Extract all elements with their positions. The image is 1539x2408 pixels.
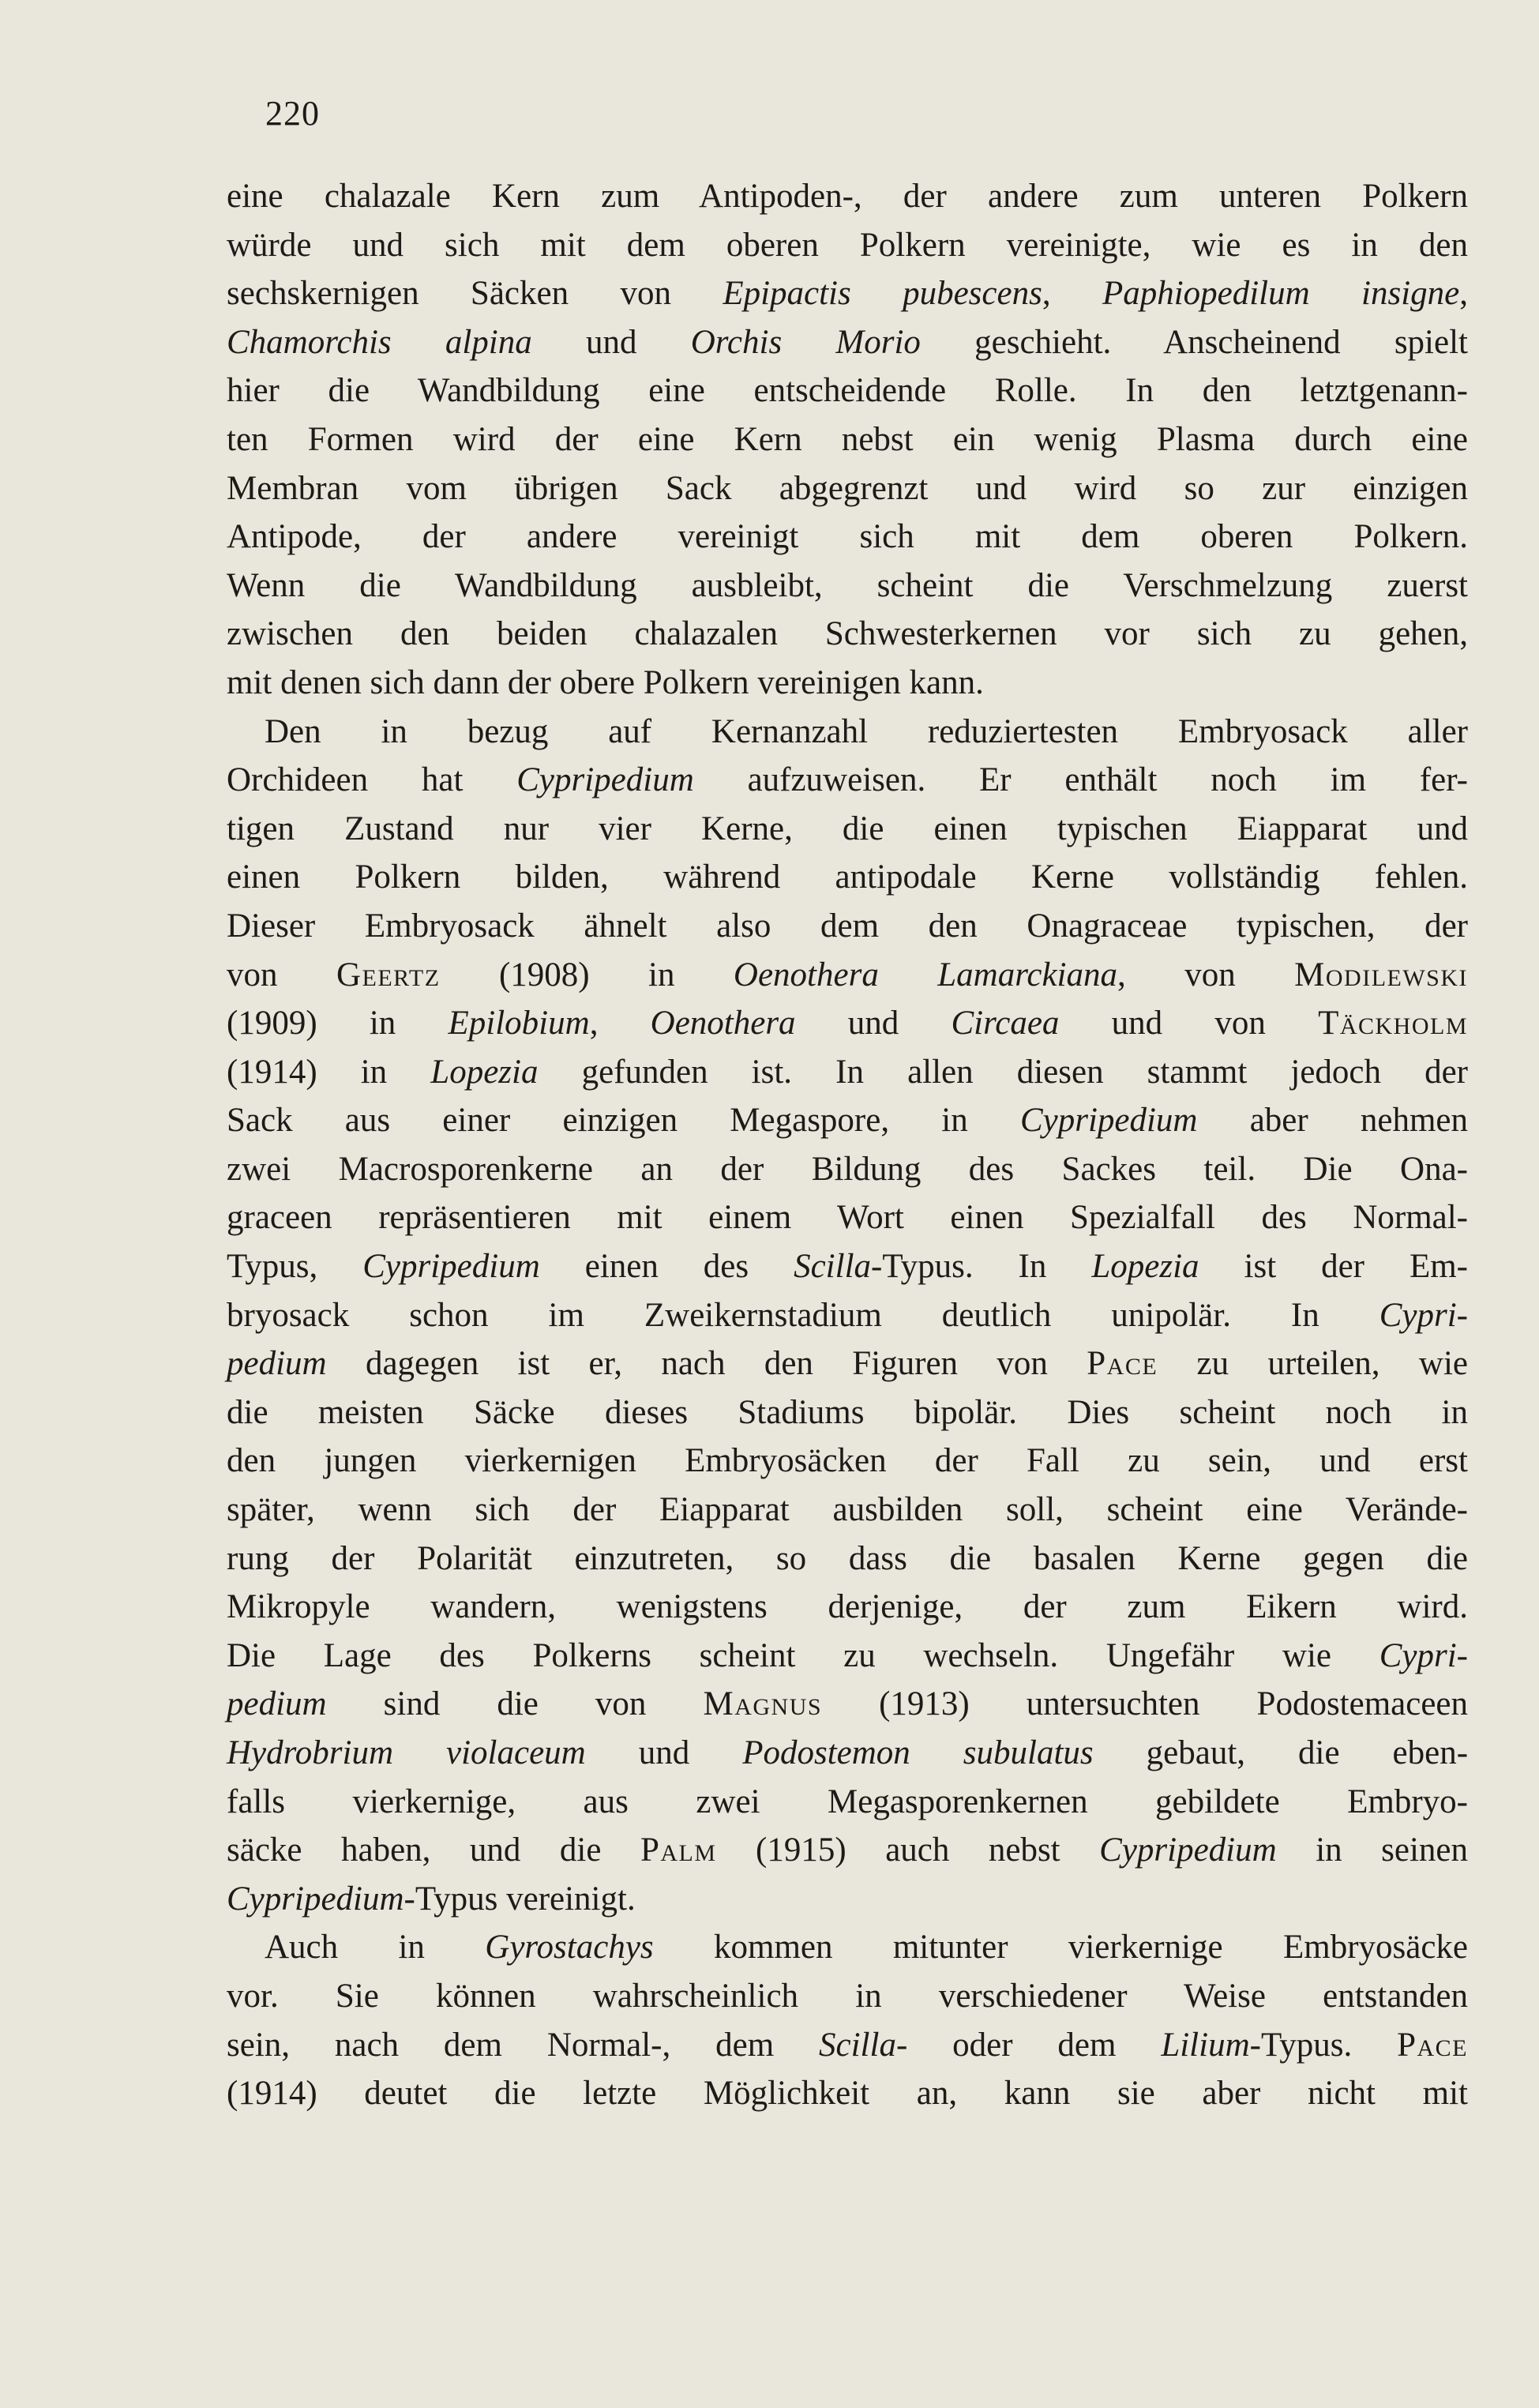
text-line [227, 1339, 1468, 1388]
text-run: , [1459, 275, 1468, 313]
text-line [227, 659, 1468, 708]
text-run: geschieht. Anscheinend spielt [920, 323, 1468, 361]
text-line [227, 902, 1468, 951]
text-run: von [227, 956, 336, 994]
text-run: ten Formen wird der eine Kern nebst ein wenig Plasma durch eine [227, 420, 1468, 458]
text-run: würde und sich mit dem oberen Polkern vereinigte, wie es in den [227, 226, 1468, 264]
text-line [227, 708, 1468, 757]
text-line [227, 562, 1468, 610]
text-line [227, 1193, 1468, 1242]
text-line [227, 366, 1468, 415]
text-line [227, 221, 1468, 270]
text-run: aber nehmen [1197, 1102, 1469, 1140]
text-line [227, 1875, 1468, 1924]
text-run: den jungen vierkernigen Embryosäcken der Fall zu sein, und erst [227, 1442, 1468, 1480]
text-line [227, 999, 1468, 1048]
text-run: (1909) in [227, 1005, 449, 1042]
italic-term: pedium [227, 1685, 327, 1723]
text-line [227, 415, 1468, 464]
text-run: -Typus vereinigt. [404, 1880, 636, 1918]
italic-term: Cypripedium [1099, 1831, 1277, 1869]
text-line [227, 464, 1468, 513]
text-run: (1913) untersuchten Podostemaceen [822, 1685, 1468, 1723]
author-name: Magnus [703, 1685, 823, 1723]
text-run: graceen repräsentieren mit einem Wort einen Spezialfall des Normal- [227, 1199, 1468, 1237]
text-line [227, 853, 1468, 902]
italic-term: Gyrostachys [485, 1929, 654, 1967]
text-line [227, 756, 1468, 805]
text-run: sechskernigen Säcken von [227, 275, 723, 313]
text-run: Dieser Embryosack ähnelt also dem den Onagraceae typischen, der [227, 907, 1468, 945]
text-line [227, 610, 1468, 659]
text-run: Membran vom übrigen Sack abgegrenzt und wird so zur einzigen [227, 469, 1468, 507]
italic-term: Lilium [1161, 2026, 1250, 2064]
text-run: (1914) deutet die letzte Möglichkeit an, kann sie aber nicht mit [227, 2075, 1468, 2113]
text-run: sein, nach dem Normal-, dem [227, 2026, 820, 2064]
text-run: - oder dem [895, 2026, 1162, 2064]
text-run: in seinen [1276, 1831, 1468, 1869]
text-line [227, 1826, 1468, 1875]
text-run: -Typus. [1249, 2026, 1398, 2064]
italic-term: Lopezia [1091, 1248, 1199, 1286]
italic-term: Paphiopedilum insigne [1102, 275, 1460, 313]
text-run: zwei Macrosporenkerne an der Bildung des Sackes teil. Die Ona- [227, 1150, 1468, 1188]
author-name: Pace [1087, 1345, 1158, 1383]
text-line [227, 1680, 1468, 1729]
text-run: Orchideen hat [227, 761, 517, 799]
italic-term: Oenothera [650, 1005, 796, 1042]
italic-term: Epipactis pubescens [723, 275, 1042, 313]
text-line [227, 1486, 1468, 1535]
text-run: ist der Em- [1199, 1248, 1469, 1286]
italic-term: Orchis Morio [690, 323, 921, 361]
italic-term: Oenothera Lamarckiana [733, 956, 1117, 994]
text-run: Sack aus einer einzigen Megaspore, in [227, 1102, 1020, 1140]
text-line [227, 805, 1468, 854]
text-line [227, 1048, 1468, 1097]
text-run: und [585, 1734, 743, 1771]
text-run: hier die Wandbildung eine entscheidende Rolle. In den letztgenann- [227, 372, 1468, 410]
text-run: einen des [539, 1248, 794, 1286]
text-line [227, 1096, 1468, 1145]
text-run: die meisten Säcke dieses Stadiums bipolär. Dies scheint noch in [227, 1393, 1468, 1431]
italic-term: Circaea [951, 1005, 1060, 1042]
text-line [227, 1388, 1468, 1437]
author-name: Modilewski [1294, 956, 1469, 994]
text-run: (1915) auch nebst [716, 1831, 1100, 1869]
text-line [227, 318, 1468, 367]
body-text [227, 172, 1468, 2118]
text-line [227, 172, 1468, 221]
text-line [227, 1437, 1468, 1486]
text-run: bryosack schon im Zweikernstadium deutlich unipolär. In [227, 1296, 1379, 1334]
text-run: tigen Zustand nur vier Kerne, die einen typischen Eiapparat und [227, 810, 1468, 847]
italic-term: Cypripedium [227, 1880, 404, 1918]
author-name: Pace [1397, 2026, 1468, 2064]
text-line [227, 513, 1468, 562]
text-line [227, 2069, 1468, 2118]
text-line [227, 1729, 1468, 1778]
text-run: Mikropyle wandern, wenigstens derjenige, der zum Eikern wird. [227, 1588, 1468, 1626]
text-run: Die Lage des Polkerns scheint zu wechseln. Ungefähr wie [227, 1636, 1379, 1674]
text-run: kommen mitunter vierkernige Embryosäcke [653, 1929, 1469, 1967]
author-name: Täckholm [1318, 1005, 1469, 1042]
text-line [227, 269, 1468, 318]
italic-term: Lopezia [430, 1053, 539, 1091]
author-name: Palm [640, 1831, 717, 1869]
text-line [227, 951, 1468, 1000]
text-run: zwischen den beiden chalazalen Schwesterkernen vor sich zu gehen, [227, 615, 1468, 653]
text-line [227, 1242, 1468, 1291]
text-run: später, wenn sich der Eiapparat ausbilden soll, scheint eine Verände- [227, 1491, 1468, 1529]
italic-term: Cypri- [1379, 1636, 1468, 1674]
text-run: und [531, 323, 691, 361]
text-line [227, 1145, 1468, 1194]
text-line [227, 1583, 1468, 1632]
text-run: gebaut, die eben- [1093, 1734, 1469, 1771]
text-run: eine chalazale Kern zum Antipoden-, der andere zum unteren Polkern [227, 178, 1468, 215]
author-name: Geertz [336, 956, 441, 994]
text-line [227, 1972, 1468, 2021]
italic-term: Scilla [819, 2026, 896, 2064]
italic-term: Cypri- [1379, 1296, 1468, 1334]
text-run: einen Polkern bilden, während antipodale Kerne vollständig fehlen. [227, 858, 1468, 896]
text-run: sind die von [326, 1685, 704, 1723]
text-run: (1914) in [227, 1053, 431, 1091]
text-run: dagegen ist er, nach den Figuren von [326, 1345, 1087, 1383]
italic-term: Hydrobrium violaceum [227, 1734, 586, 1771]
text-run: säcke haben, und die [227, 1831, 640, 1869]
text-line [227, 1535, 1468, 1583]
text-run: (1908) in [440, 956, 734, 994]
text-run: Den in bezug auf Kernanzahl reduziertesten Embryosack aller [265, 712, 1468, 750]
text-line [227, 1923, 1468, 1972]
text-run: Wenn die Wandbildung ausbleibt, scheint die Verschmelzung zuerst [227, 566, 1468, 604]
italic-term: Podostemon subulatus [742, 1734, 1094, 1771]
italic-term: Epilobium [448, 1005, 590, 1042]
text-run: , [589, 1005, 651, 1042]
italic-term: Scilla [794, 1248, 872, 1286]
text-run: -Typus. In [871, 1248, 1092, 1286]
text-run: , von [1117, 956, 1295, 994]
text-line [227, 1291, 1468, 1340]
italic-term: Cypripedium [1019, 1102, 1198, 1140]
italic-term: Cypripedium [516, 761, 694, 799]
text-run: , [1042, 275, 1102, 313]
text-run: und von [1059, 1005, 1319, 1042]
text-run: Antipode, der andere vereinigt sich mit dem oberen Polkern. [227, 518, 1468, 556]
text-run: und [795, 1005, 952, 1042]
text-run: vor. Sie können wahrscheinlich in verschiedener Weise entstanden [227, 1977, 1468, 2015]
page-number: 220 [265, 94, 320, 133]
text-run: rung der Polarität einzutreten, so dass die basalen Kerne gegen die [227, 1539, 1468, 1577]
italic-term: Cypripedium [362, 1248, 540, 1286]
text-run: zu urteilen, wie [1158, 1345, 1468, 1383]
italic-term: pedium [227, 1345, 327, 1383]
text-run: falls vierkernige, aus zwei Megasporenkernen gebildete Embryo- [227, 1783, 1468, 1820]
text-run: mit denen sich dann der obere Polkern vereinigen kann. [227, 663, 984, 701]
text-run: gefunden ist. In allen diesen stammt jedoch der [538, 1053, 1469, 1091]
italic-term: Chamorchis alpina [227, 323, 532, 361]
text-line [227, 2021, 1468, 2070]
text-run: Typus, [227, 1248, 363, 1286]
text-line [227, 1778, 1468, 1827]
text-run: Auch in [265, 1929, 486, 1967]
text-run: aufzuweisen. Er enthält noch im fer- [693, 761, 1468, 799]
text-line [227, 1632, 1468, 1681]
